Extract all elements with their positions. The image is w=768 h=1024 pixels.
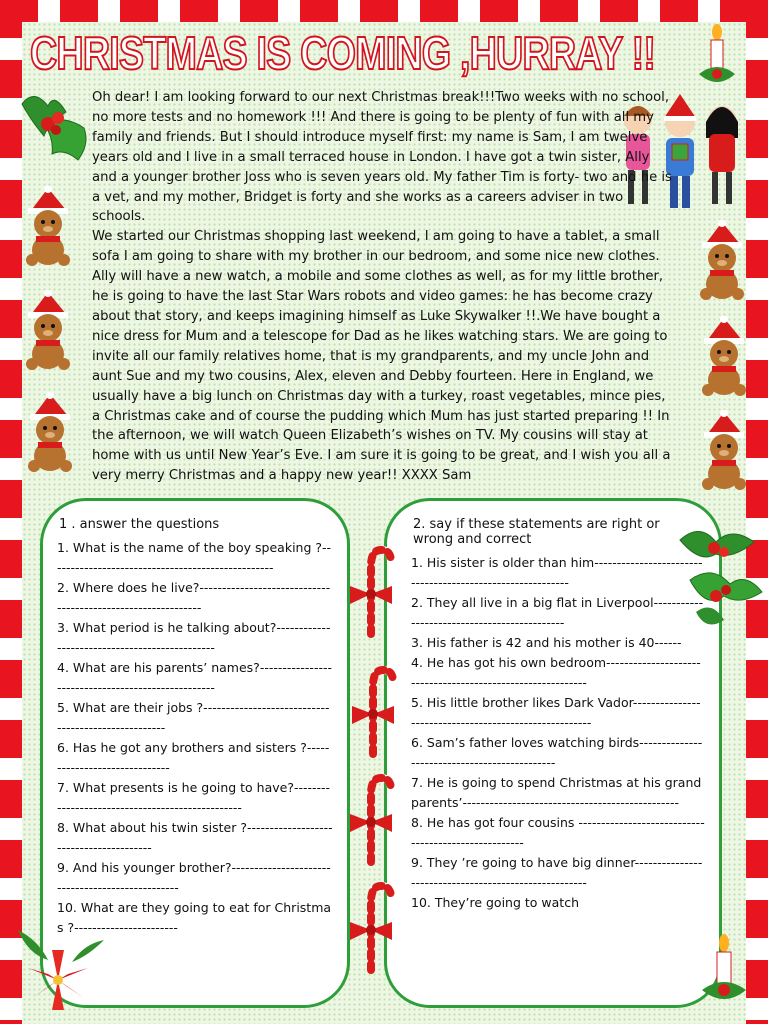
statement-item: 4. He has got his own bedroom------------------------------------------------------------ [411, 655, 701, 690]
statement-item: 5. His little brother likes Dark Vador------------------------------------------------------- [411, 695, 701, 730]
statement-item: 8. He has got four cousins ----------------------------------------------------- [411, 815, 705, 850]
question-item: 3. What period is he talking about?----------------------------------------------- [57, 620, 331, 655]
question-item: 1. What is the name of the boy speaking ?-------------------------------------------------- [57, 540, 332, 575]
page-title: CHRISTMAS IS COMING ,HURRAY !! [30, 27, 656, 79]
candy-cane-icon [346, 878, 396, 974]
question-item: 9. And his younger brother?------------------------------------------------- [57, 860, 331, 895]
candy-cane-icon [346, 542, 396, 638]
candle-bottom-right-icon [700, 934, 748, 1008]
question-item: 4. What are his parents’ names?--------------------------------------------------- [57, 660, 332, 695]
teddy-bear-santa-hat-icon [698, 410, 750, 492]
question-item: 8. What about his twin sister ?---------------------------------------- [57, 820, 333, 855]
statement-item: 3. His father is 42 and his mother is 40------ [411, 635, 682, 650]
question-item: 10. What are they going to eat for Christmas ?----------------------- [57, 900, 332, 935]
story-paragraph-2: We started our Christmas shopping last weekend, I am going to have a tablet, a small sofa I am going to share with my brother in our bedroom, and some nice new clothes. Ally will have a new watch, a mobile and some clothes as well, as for my little brother, he is going to have the last Star Wars robots and video games: he has become crazy about that story, and keeps imagining himself as Luke Skywalker !!.We have bought a nice dress for Mum and a telescope for Dad as he likes watching stars. We are going to invite all our family relatives home, that is my grandparents, and my uncle John and aunt Sue and my two cousins, Alex, eleven and Debby fourteen. Here in England, we usually have a big lunch on Christmas day with a turkey, roast vegetables, mince pies, a Christmas cake and of course the pudding which Mum has just started preparing !! In the afternoon, we will watch Queen Elizabeth’s wishes on TV. My cousins will stay at home with us until New Year’s Eve. I am sure it is going to be great, and I wish you all a very merry Christmas and a happy new year!! XXXX Sam [92, 229, 671, 484]
statement-item: 7. He is going to spend Christmas at his grandparents’------------------------------------------------ [411, 775, 702, 810]
holly-right-icon [676, 520, 766, 632]
story-text [92, 88, 674, 486]
statement-item: 2. They all live in a big flat in Liverpool--------------------------------------------- [411, 595, 704, 630]
teddy-bear-santa-hat-icon [698, 316, 750, 398]
statement-item: 10. They’re going to watch [411, 895, 579, 910]
candy-cane-icon [348, 662, 398, 758]
section1-heading: 1 . answer the questions [59, 517, 220, 532]
true-false-box [384, 498, 722, 1008]
section2-heading: 2. say if these statements are right or wrong and correct [413, 517, 660, 547]
candle-top-right-icon [697, 24, 737, 90]
statement-item: 6. Sam’s father loves watching birds---------------------------------------------- [411, 735, 703, 770]
holly-top-left-icon [14, 84, 94, 168]
statement-item: 9. They ’re going to have big dinner------------------------------------------------------ [411, 855, 703, 890]
teddy-bear-santa-hat-icon [696, 220, 748, 302]
poinsettia-icon [8, 910, 118, 1020]
story-paragraph-1: Oh dear! I am looking forward to our next Christmas break!!!Two weeks with no school, no more tests and no homework !!! And there is going to be plenty of fun with all my family and friends. But I should introduce myself first: my name is Sam, I am twelve years old and I live in a small terraced house in London. I have got a twin sister, Ally and a younger brother Joss who is seven years old. My father Tim is forty- two and he is a vet, and my mother, Bridget is forty and she works as a careers adviser in two schools. [92, 90, 672, 225]
statement-item: 1. His sister is older than him----------------------------------------------------------- [411, 555, 703, 590]
question-item: 2. Where does he live?------------------------------------------------------------- [57, 580, 331, 615]
question-item: 7. What presents is he going to have?------------------------------------------------- [57, 780, 331, 815]
question-item: 6. Has he got any brothers and sisters ?------------------------------ [57, 740, 330, 775]
question-item: 5. What are their jobs ?---------------------------------------------------- [57, 700, 330, 735]
teddy-bear-santa-hat-icon [22, 186, 74, 268]
teddy-bear-santa-hat-icon [24, 392, 76, 474]
teddy-bear-santa-hat-icon [22, 290, 74, 372]
candy-cane-icon [346, 770, 396, 866]
